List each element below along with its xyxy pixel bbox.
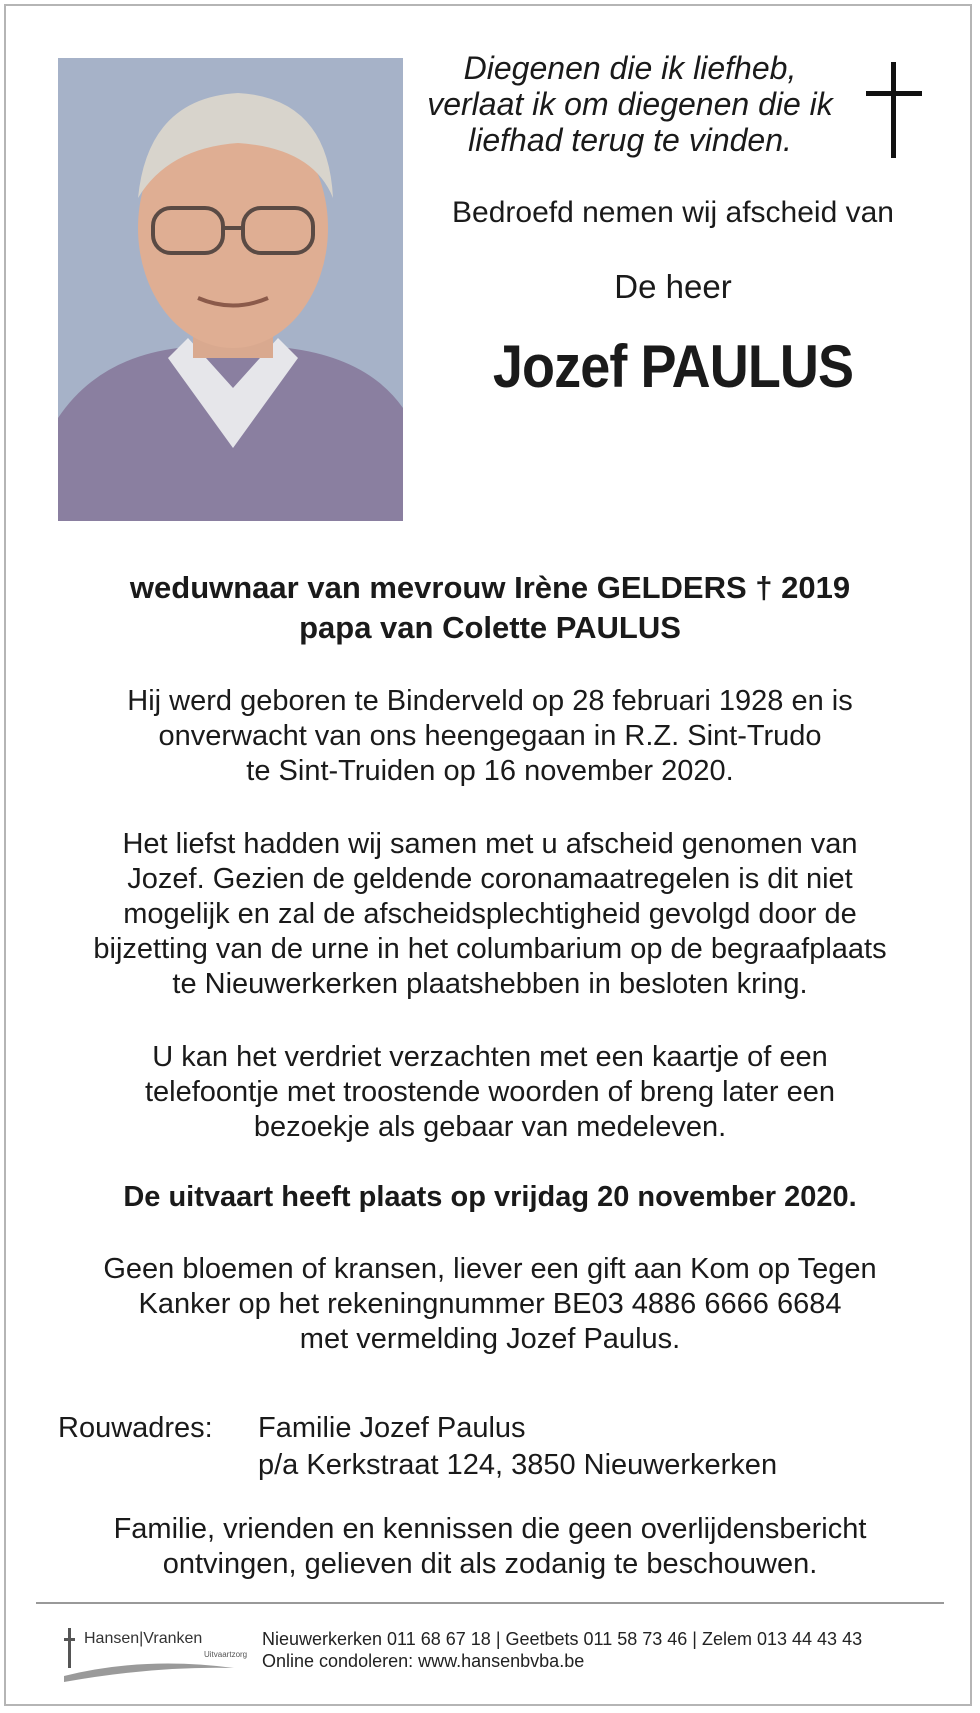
- funeral-date: De uitvaart heeft plaats op vrijdag 20 november 2020.: [123, 1181, 857, 1213]
- comfort-line: telefoontje met troostende woorden of breng later een: [144, 1076, 835, 1108]
- donation-line: Kanker op het rekeningnummer BE03 4886 6666 6684: [138, 1288, 842, 1320]
- portrait-image: [58, 58, 403, 521]
- deceased-name: Jozef PAULUS: [492, 333, 854, 400]
- cross-icon: [866, 62, 922, 158]
- logo-subtitle: Uitvaartzorg: [204, 1650, 248, 1659]
- birth-line: Hij werd geboren te Binderveld op 28 februari 1928 en is: [127, 685, 853, 717]
- notice-paragraph: [40, 1512, 940, 1582]
- footer-phones: Nieuwerkerken 011 68 67 18 | Geetbets 011 58 73 46 | Zelem 013 44 43 43: [262, 1629, 863, 1649]
- address-line-2: p/a Kerkstraat 124, 3850 Nieuwerkerken: [258, 1449, 778, 1481]
- farewell-line: bijzetting van de urne in het columbarium op de begraafplaats: [93, 933, 887, 965]
- quote-line-1: Diegenen die ik liefheb,: [463, 50, 797, 86]
- memorial-quote: [400, 50, 860, 158]
- comfort-paragraph: [40, 1040, 940, 1145]
- relation-spouse: weduwnaar van mevrouw Irène GELDERS † 2019: [129, 570, 851, 605]
- address-line-1: Familie Jozef Paulus: [258, 1412, 526, 1444]
- funeral-home-logo: [64, 1626, 248, 1684]
- notice-line: ontvingen, gelieven dit als zodanig te beschouwen.: [162, 1548, 818, 1580]
- portrait-photo: [58, 58, 403, 521]
- donation-paragraph: [40, 1252, 940, 1357]
- farewell-line: Het liefst hadden wij samen met u afscheid genomen van: [122, 828, 858, 860]
- birth-paragraph: [40, 684, 940, 789]
- footer-website[interactable]: Online condoleren: www.hansenbvba.be: [262, 1651, 585, 1671]
- address-label: Rouwadres:: [58, 1412, 213, 1444]
- notice-line: Familie, vrienden en kennissen die geen overlijdensbericht: [113, 1513, 867, 1545]
- quote-line-3: liefhad terug te vinden.: [468, 122, 792, 158]
- logo-name: Hansen|Vranken: [84, 1630, 203, 1647]
- farewell-line: mogelijk en zal de afscheidsplechtigheid gevolgd door de: [123, 898, 857, 930]
- comfort-line: bezoekje als gebaar van medeleven.: [253, 1111, 727, 1143]
- quote-line-2: verlaat ik om diegenen die ik: [427, 86, 833, 122]
- birth-line: te Sint-Truiden op 16 november 2020.: [246, 755, 734, 787]
- farewell-line: Jozef. Gezien de geldende coronamaatregelen is dit niet: [127, 863, 853, 895]
- birth-line: onverwacht van ons heengegaan in R.Z. Sint-Trudo: [158, 720, 822, 752]
- footer-divider: [36, 1602, 944, 1604]
- farewell-line: te Nieuwerkerken plaatshebben in besloten kring.: [172, 968, 808, 1000]
- comfort-line: U kan het verdriet verzachten met een kaartje of een: [152, 1041, 828, 1073]
- footer-contact: [262, 1628, 862, 1672]
- relation-child: papa van Colette PAULUS: [299, 610, 681, 645]
- intro-text: Bedroefd nemen wij afscheid van: [452, 196, 894, 229]
- farewell-paragraph: [40, 827, 940, 1002]
- donation-line: met vermelding Jozef Paulus.: [299, 1323, 681, 1355]
- donation-line: Geen bloemen of kransen, liever een gift aan Kom op Tegen: [103, 1253, 877, 1285]
- honorific: De heer: [614, 268, 732, 305]
